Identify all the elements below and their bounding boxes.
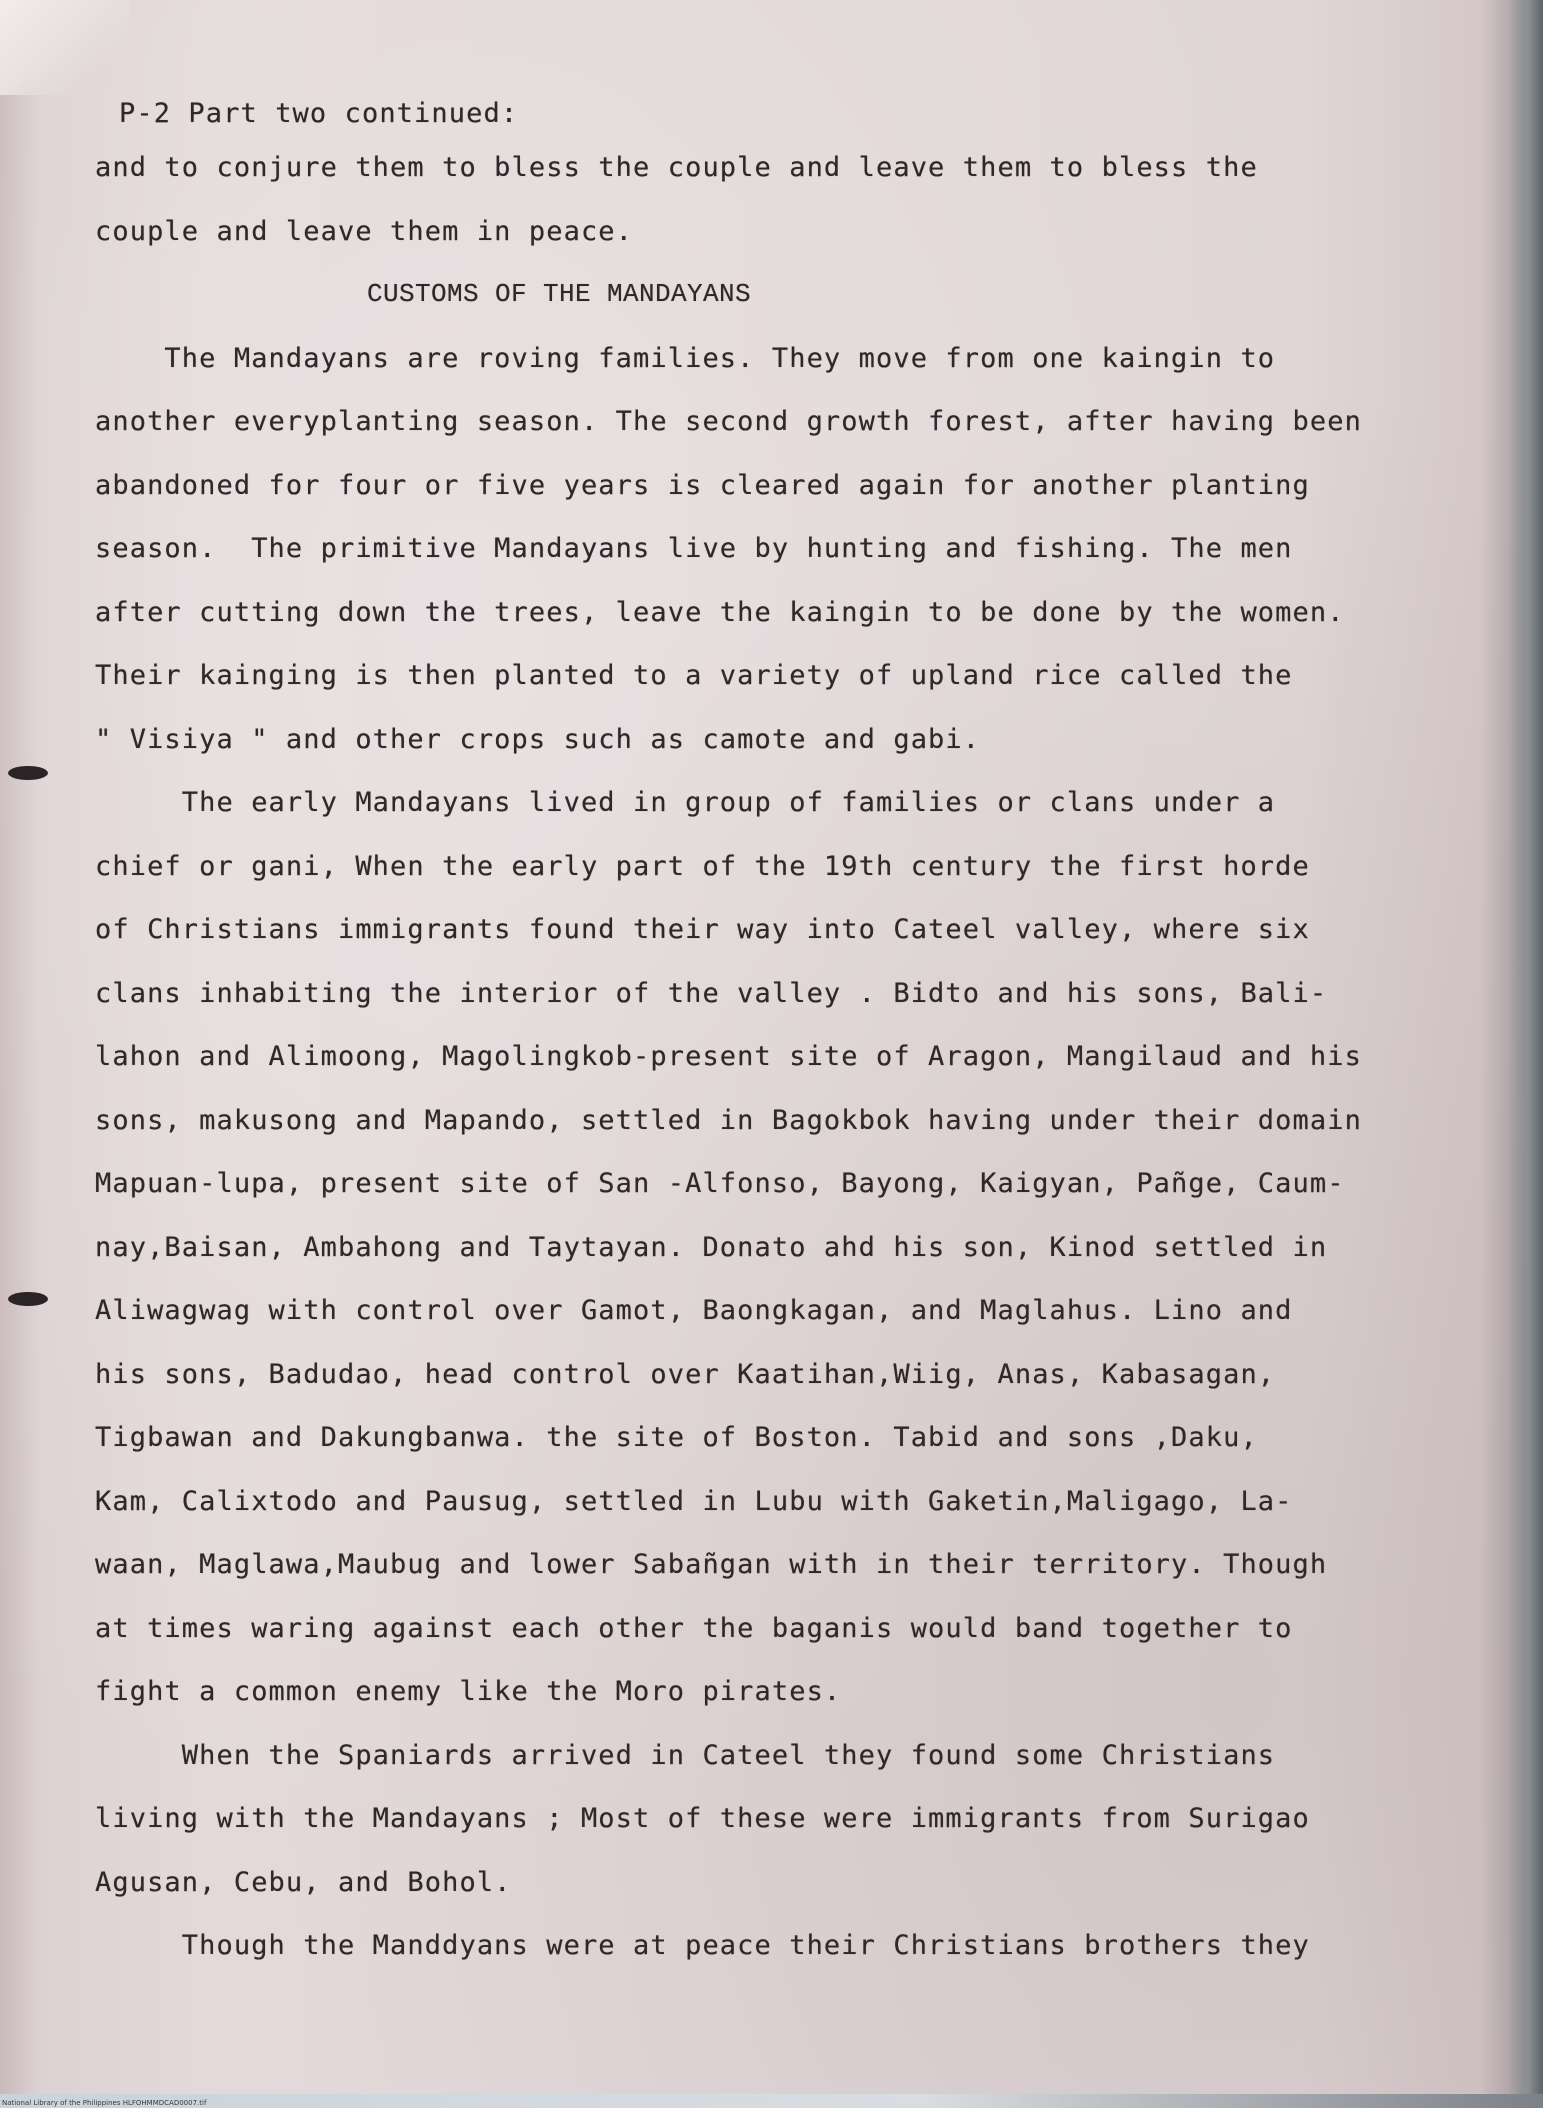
text-line: chief or gani, When the early part of the 19th century the first horde	[95, 850, 1310, 882]
text-line: of Christians immigrants found their way into Cateel valley, where six	[95, 914, 1310, 945]
text-line: Agusan, Cebu, and Bohol.	[95, 1866, 512, 1898]
scan-bottom-strip	[0, 2094, 1543, 2108]
text-line: waan, Maglawa,Maubug and lower Sabañgan with in their territory. Though	[95, 1549, 1328, 1580]
text-line: Their kainging is then planted to a variety of upland rice called the	[95, 660, 1293, 691]
text-line: after cutting down the trees, leave the kaingin to be done by the women.	[95, 596, 1345, 628]
typed-text-block	[95, 92, 1515, 1978]
text-line: at times waring against each other the baganis would band together to	[95, 1612, 1293, 1644]
text-line: Kam, Calixtodo and Pausug, settled in Lubu with Gaketin,Maligago, La-	[95, 1485, 1293, 1517]
text-line: lahon and Alimoong, Magolingkob-present site of Aragon, Mangilaud and his	[95, 1041, 1362, 1072]
scan-footer-note: National Library of the Philippines HLFOHMMDCAD0007.tif	[2, 2099, 207, 2107]
text-line: Tigbawan and Dakungbanwa. the site of Boston. Tabid and sons ,Daku,	[95, 1422, 1258, 1453]
text-line: nay,Baisan, Ambahong and Taytayan. Donato ahd his son, Kinod settled in	[95, 1231, 1328, 1263]
text-line: couple and leave them in peace.	[95, 215, 634, 247]
text-line: his sons, Badudao, head control over Kaatihan,Wiig, Anas, Kabasagan,	[95, 1358, 1276, 1390]
punch-hole-top	[8, 766, 48, 780]
punch-hole-bottom	[8, 1292, 48, 1306]
text-line: season. The primitive Mandayans live by hunting and fishing. The men	[95, 533, 1293, 564]
text-line: another everyplanting season. The second growth forest, after having been	[95, 406, 1362, 437]
text-line: " Visiya " and other crops such as camote and gabi.	[95, 723, 981, 755]
text-line: and to conjure them to bless the couple and leave them to bless the	[95, 152, 1258, 183]
text-line: The Mandayans are roving families. They move from one kaingin to	[95, 342, 1276, 374]
text-line: sons, makusong and Mapando, settled in Bagokbok having under their domain	[95, 1104, 1362, 1136]
text-line: Mapuan-lupa, present site of San -Alfonso, Bayong, Kaigyan, Pañge, Caum-	[95, 1168, 1345, 1199]
text-line: fight a common enemy like the Moro pirates.	[95, 1676, 842, 1707]
text-line: Aliwagwag with control over Gamot, Baongkagan, and Maglahus. Lino and	[95, 1295, 1293, 1326]
page-header: P-2 Part two continued:	[119, 98, 519, 129]
text-line: abandoned for four or five years is cleared again for another planting	[95, 469, 1310, 501]
text-line: The early Mandayans lived in group of families or clans under a	[95, 787, 1276, 818]
text-line: clans inhabiting the interior of the valley . Bidto and his sons, Bali-	[95, 977, 1328, 1009]
text-line: Though the Manddyans were at peace their Christians brothers they	[95, 1930, 1310, 1961]
section-title: CUSTOMS OF THE MANDAYANS	[367, 279, 752, 309]
torn-corner	[0, 0, 130, 95]
text-line: living with the Mandayans ; Most of these were immigrants from Surigao	[95, 1803, 1310, 1834]
text-line: When the Spaniards arrived in Cateel they found some Christians	[95, 1739, 1276, 1771]
